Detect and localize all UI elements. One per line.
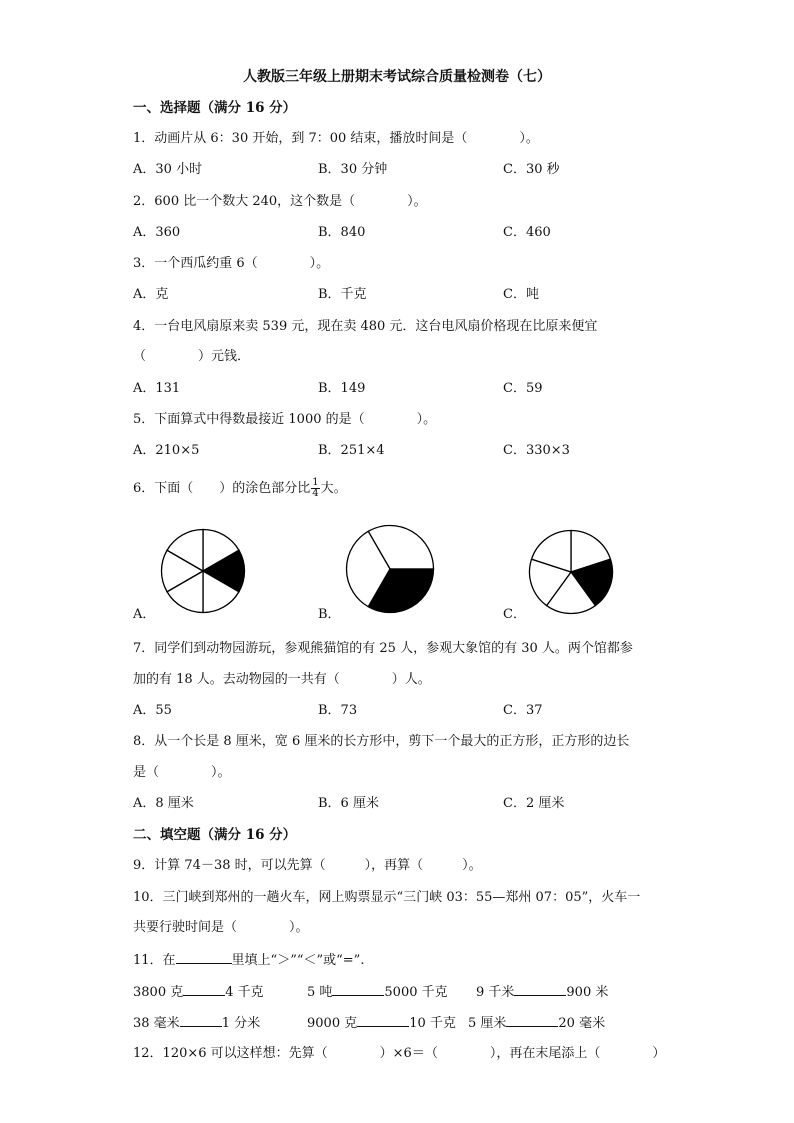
compare-blank[interactable] xyxy=(357,1014,409,1027)
pie-five-parts-one-shaded xyxy=(528,529,614,615)
compare-right: 1 分米 xyxy=(221,1016,261,1031)
compare-left: 3800 克 xyxy=(133,985,184,1000)
q3-option-b[interactable]: B．千克 xyxy=(318,287,367,302)
question-1: 1．动画片从 6：30 开始，到 7：00 结束，播放时间是（ ）。 xyxy=(133,131,539,146)
q4-option-a[interactable]: A．131 xyxy=(133,381,181,396)
question-7-line-1: 7．同学们到动物园游玩，参观熊猫馆的有 25 人，参观大象馆的有 30 人。两个馆都参 xyxy=(133,641,633,656)
q8-option-c[interactable]: C．2 厘米 xyxy=(503,796,565,811)
one-quarter-fraction xyxy=(311,478,319,499)
q11-tail: 里填上“＞”“＜”或“=”. xyxy=(231,953,365,968)
q8-option-a[interactable]: A．8 厘米 xyxy=(133,796,194,811)
compare-left: 5 厘米 xyxy=(468,1016,507,1031)
q7-option-a[interactable]: A．55 xyxy=(133,703,172,718)
q1-option-b[interactable]: B．30 分钟 xyxy=(318,162,388,177)
compare-left: 9000 克 xyxy=(307,1016,358,1031)
question-10-line-2: 共要行驶时间是（ ）。 xyxy=(133,920,309,935)
page-title: 人教版三年级上册期末考试综合质量检测卷（七） xyxy=(243,69,551,85)
compare-left: 38 毫米 xyxy=(133,1016,180,1031)
question-9: 9．计算 74－38 时，可以先算（ ），再算（ ）。 xyxy=(133,858,482,873)
question-10-line-1: 10．三门峡到郑州的一趟火车，网上购票显示“三门峡 03：55—郑州 07：05”，火车一 xyxy=(133,890,641,905)
compare-item-1 xyxy=(133,983,264,1002)
section-heading-fill: 二、填空题（满分 16 分） xyxy=(133,827,297,843)
question-11 xyxy=(133,951,364,970)
q3-option-a[interactable]: A．克 xyxy=(133,287,169,302)
q2-option-b[interactable]: B．840 xyxy=(318,225,366,240)
q11-lead: 11．在 xyxy=(133,953,176,968)
compare-blank[interactable] xyxy=(514,983,566,996)
q4-option-b[interactable]: B．149 xyxy=(318,381,366,396)
q6-option-a[interactable]: A． xyxy=(133,607,156,622)
compare-left: 5 吨 xyxy=(307,985,333,1000)
compare-item-4 xyxy=(133,1014,260,1033)
compare-item-5 xyxy=(307,1014,456,1033)
q7-option-b[interactable]: B．73 xyxy=(318,703,358,718)
compare-item-2 xyxy=(307,983,448,1002)
question-4-line-2: （ ）元钱． xyxy=(133,349,251,364)
question-6 xyxy=(133,478,347,499)
compare-blank[interactable] xyxy=(183,983,225,996)
fraction-numerator: 1 xyxy=(312,477,319,488)
compare-item-3 xyxy=(476,983,608,1002)
q5-option-a[interactable]: A．210×5 xyxy=(133,443,200,458)
pie-six-parts-one-shaded xyxy=(160,528,246,614)
compare-right: 20 毫米 xyxy=(558,1016,606,1031)
compare-right: 10 千克 xyxy=(409,1016,456,1031)
q8-option-b[interactable]: B．6 厘米 xyxy=(318,796,379,811)
q5-option-b[interactable]: B．251×4 xyxy=(318,443,385,458)
question-8-line-2: 是（ ）。 xyxy=(133,765,231,780)
compare-blank[interactable] xyxy=(332,983,384,996)
q1-option-c[interactable]: C．30 秒 xyxy=(503,162,560,177)
compare-right: 4 千克 xyxy=(225,985,264,1000)
compare-item-6 xyxy=(468,1014,605,1033)
question-5: 5．下面算式中得数最接近 1000 的是（ ）。 xyxy=(133,412,437,427)
question-3: 3．一个西瓜约重 6（ ）。 xyxy=(133,256,330,271)
q6-option-b[interactable]: B． xyxy=(318,607,341,622)
compare-blank[interactable] xyxy=(506,1014,558,1027)
compare-left: 9 千米 xyxy=(476,985,515,1000)
question-4-line-1: 4．一台电风扇原来卖 539 元，现在卖 480 元．这台电风扇价格现在比原来便宜 xyxy=(133,319,598,334)
q1-option-a[interactable]: A．30 小时 xyxy=(133,162,203,177)
question-8-line-1: 8．从一个长是 8 厘米，宽 6 厘米的长方形中，剪下一个最大的正方形，正方形的边长 xyxy=(133,734,630,749)
pie-three-parts-one-shaded xyxy=(345,524,435,614)
question-12: 12．120×6 可以这样想：先算（ ）×6＝（ ），再在末尾添上（ ） xyxy=(133,1046,666,1061)
q4-option-c[interactable]: C．59 xyxy=(503,381,543,396)
q11-example-blank xyxy=(176,951,232,964)
fraction-denominator: 4 xyxy=(312,488,319,499)
q3-option-c[interactable]: C．吨 xyxy=(503,287,539,302)
question-2: 2．600 比一个数大 240，这个数是（ ）。 xyxy=(133,194,427,209)
q6-suffix: 大。 xyxy=(320,481,347,496)
section-heading-choice: 一、选择题（满分 16 分） xyxy=(133,100,297,116)
compare-right: 900 米 xyxy=(566,985,609,1000)
q5-option-c[interactable]: C．330×3 xyxy=(503,443,570,458)
q6-option-c[interactable]: C． xyxy=(503,607,526,622)
compare-blank[interactable] xyxy=(180,1014,222,1027)
q2-option-a[interactable]: A．360 xyxy=(133,225,181,240)
compare-right: 5000 千克 xyxy=(384,985,448,1000)
q2-option-c[interactable]: C．460 xyxy=(503,225,551,240)
q6-prefix: 6．下面（ ）的涂色部分比 xyxy=(133,481,311,496)
q7-option-c[interactable]: C．37 xyxy=(503,703,543,718)
question-7-line-2: 加的有 18 人。去动物园的一共有（ ）人。 xyxy=(133,672,431,687)
